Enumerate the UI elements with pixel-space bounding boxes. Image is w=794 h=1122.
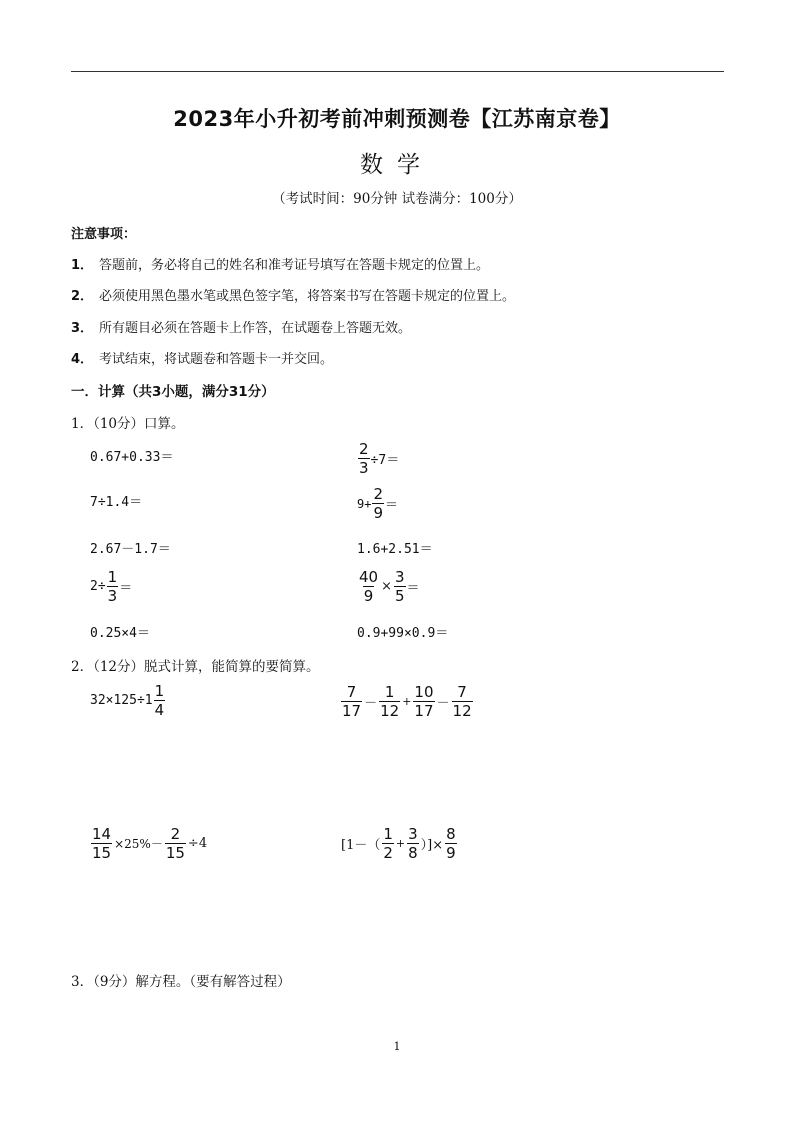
note-text: 必须使用黑色墨水笔或黑色签字笔，将答案书写在答题卡规定的位置上。 xyxy=(99,289,516,304)
fraction: $\frac{3}{8}$ xyxy=(408,825,418,862)
note-text: 考试结束，将试题卷和答题卡一并交回。 xyxy=(99,352,334,367)
subject-title: 数学 xyxy=(360,152,434,178)
exam-info: （考试时间：90分钟 试卷满分：100分） xyxy=(272,191,522,207)
fraction: $\frac{7}{17}$ xyxy=(342,683,362,720)
oral-calc-left-1: 0.67+0.33＝ xyxy=(90,450,174,465)
oral-calc-left-2: 7÷1.4＝ xyxy=(90,495,143,510)
exam-title: 2023年小升初考前冲刺预测卷【江苏南京卷】 xyxy=(173,107,621,131)
note-text: 所有题目必须在答题卡上作答，在试题卷上答题无效。 xyxy=(99,321,412,336)
question-1-prompt: 1．（10分）口算。 xyxy=(71,416,185,432)
note-item xyxy=(71,317,411,336)
oral-calc-left-4: 2÷ $\frac{1}{3}$ ＝ xyxy=(90,568,133,605)
fraction: $\frac{1}{12}$ xyxy=(380,683,400,720)
note-number: 2． xyxy=(71,289,94,304)
question-3-prompt: 3．（9分）解方程。（要有解答过程） xyxy=(71,974,291,990)
fraction: $\frac{7}{12}$ xyxy=(452,683,472,720)
fraction: $\frac{2}{3}$ xyxy=(359,440,369,477)
note-item xyxy=(71,254,489,273)
fraction: $\frac{2}{9}$ xyxy=(373,485,383,522)
fraction: $\frac{10}{17}$ xyxy=(414,683,434,720)
note-number: 1． xyxy=(71,258,94,273)
oral-calc-right-2: 9+ $\frac{2}{9}$ ＝ xyxy=(357,485,399,522)
calc-expression-4: [1－（ $\frac{1}{2}$ + $\frac{3}{8}$ ）]× $\frac{8}{9}$ xyxy=(341,825,456,862)
oral-calc-left-3: 2.67－1.7＝ xyxy=(90,542,171,557)
oral-calc-left-5: 0.25×4＝ xyxy=(90,626,150,641)
calc-expression-3: $\frac{14}{15}$ ×25%－ $\frac{2}{15}$ ÷4 xyxy=(92,825,208,862)
notes-heading: 注意事项： xyxy=(71,227,137,242)
oral-calc-right-5: 0.9+99×0.9＝ xyxy=(357,626,449,641)
oral-calc-right-3: 1.6+2.51＝ xyxy=(357,542,433,557)
fraction: $\frac{8}{9}$ xyxy=(446,825,456,862)
question-2-prompt: 2．（12分）脱式计算，能简算的要简算。 xyxy=(71,659,320,675)
note-item xyxy=(71,348,333,367)
fraction: $\frac{1}{4}$ xyxy=(154,682,165,719)
fraction: $\frac{40}{9}$ xyxy=(359,568,379,605)
fraction: $\frac{1}{2}$ xyxy=(383,825,393,862)
fraction: $\frac{3}{5}$ xyxy=(395,568,405,605)
note-number: 4． xyxy=(71,352,94,367)
note-number: 3． xyxy=(71,321,94,336)
header-rule xyxy=(71,71,724,72)
note-text: 答题前，务必将自己的姓名和准考证号填写在答题卡规定的位置上。 xyxy=(99,258,490,273)
page-number: 1 xyxy=(393,1040,401,1053)
fraction: $\frac{1}{3}$ xyxy=(107,568,118,605)
fraction: $\frac{14}{15}$ xyxy=(92,825,112,862)
oral-calc-right-1: $\frac{2}{3}$ ÷7＝ xyxy=(359,440,400,477)
note-item xyxy=(71,285,515,304)
section-heading: 一．计算（共3小题，满分31分） xyxy=(71,384,275,400)
oral-calc-right-4: $\frac{40}{9}$ × $\frac{3}{5}$ ＝ xyxy=(359,568,420,605)
fraction: $\frac{2}{15}$ xyxy=(165,825,185,862)
calc-expression-1: 32×125÷1 $\frac{1}{4}$ xyxy=(90,682,165,719)
calc-expression-2: $\frac{7}{17}$ － $\frac{1}{12}$ + $\frac{10}{17}$ － $\frac{7}{12}$ xyxy=(342,683,472,720)
